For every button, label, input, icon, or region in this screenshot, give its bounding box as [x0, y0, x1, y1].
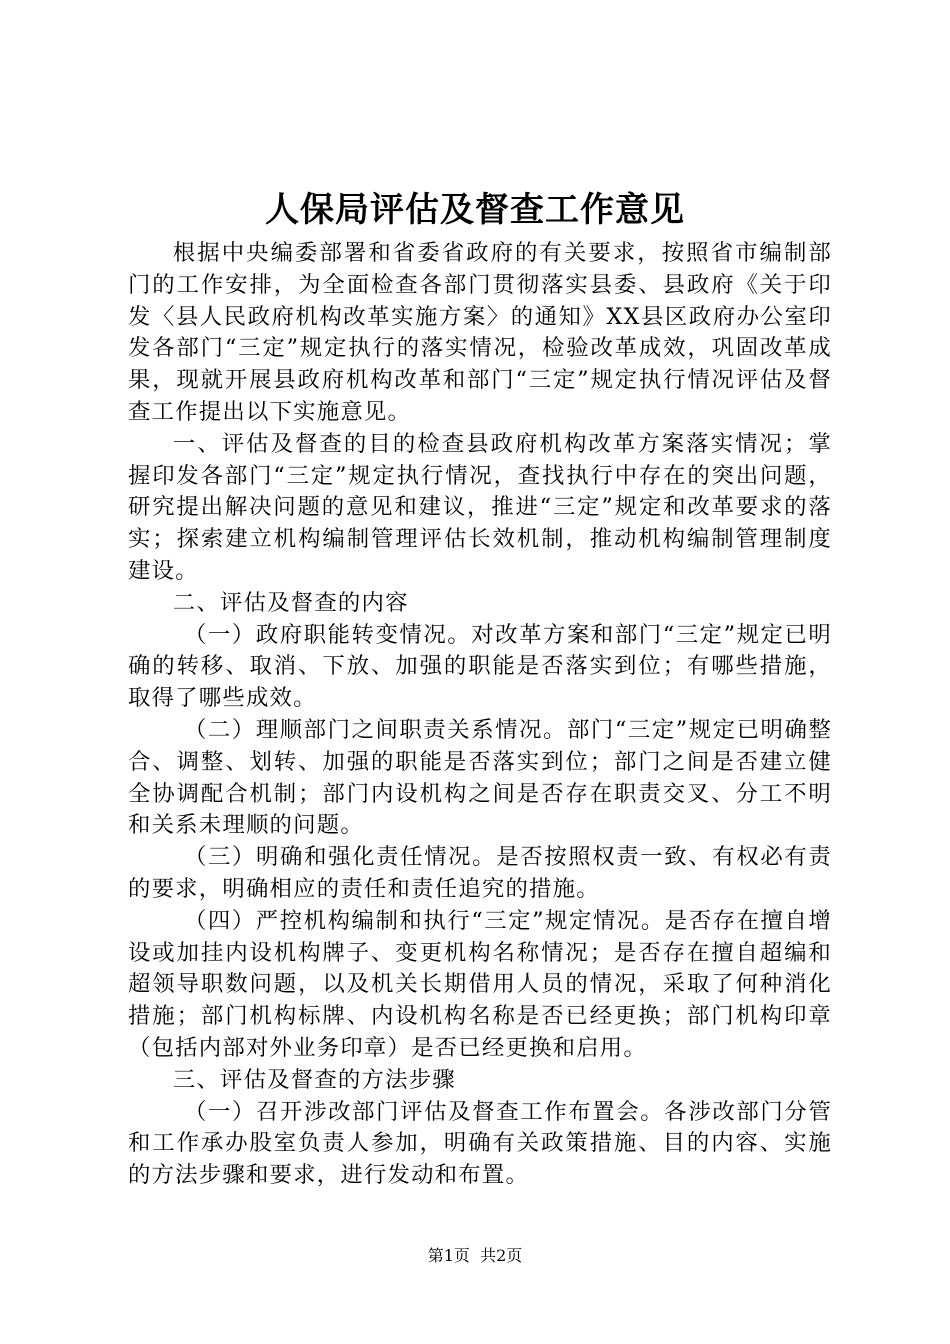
page-total: 共2页 — [480, 1246, 523, 1265]
section-1-paragraph: 一、评估及督查的目的检查县政府机构改革方案落实情况；掌握印发各部门“三定”规定执行情况，查找执行中存在的突出问题，研究提出解决问题的意见和建议，推进“三定”规定和改革要求的落实；探索建立机构编制管理评估长效机制，推动机构编制管理制度建设。 — [128, 430, 832, 584]
section-3-heading: 三、评估及督查的方法步骤 — [172, 1066, 456, 1093]
section-2-item-2: （二）理顺部门之间职责关系情况。部门“三定”规定已明确整合、调整、划转、加强的职能是否落实到位；部门之间是否建立健全协调配合机制；部门内设机构之间是否存在职责交叉、分工不明和关系未理顺的问题。 — [128, 716, 832, 839]
page-number: 第1页 — [427, 1246, 470, 1265]
section-2-item-3: （三）明确和强化责任情况。是否按照权责一致、有权必有责的要求，明确相应的责任和责任追究的措施。 — [128, 844, 832, 902]
page-footer — [0, 1246, 950, 1266]
section-2-item-1: （一）政府职能转变情况。对改革方案和部门“三定”规定已明确的转移、取消、下放、加强的职能是否落实到位；有哪些措施，取得了哪些成效。 — [128, 621, 832, 712]
document-body — [128, 238, 832, 1192]
document-title: 人保局评估及督查工作意见 — [265, 190, 685, 230]
section-3-item-1: （一）召开涉改部门评估及督查工作布置会。各涉改部门分管和工作承办股室负责人参加，明确有关政策措施、目的内容、实施的方法步骤和要求，进行发动和布置。 — [128, 1098, 832, 1189]
section-2-heading: 二、评估及督查的内容 — [172, 589, 409, 616]
intro-paragraph: 根据中央编委部署和省委省政府的有关要求，按照省市编制部门的工作安排，为全面检查各部门贯彻落实县委、县政府《关于印发〈县人民政府机构改革实施方案〉的通知》XX县区政府办公室印发各部门“三定”规定执行的落实情况，检验改革成效，巩固改革成果，现就开展县政府机构改革和部门“三定”规定执行情况评估及督查工作提出以下实施意见。 — [128, 240, 832, 425]
section-2-item-4: （四）严控机构编制和执行“三定”规定情况。是否存在擅自增设或加挂内设机构牌子、变更机构名称情况；是否存在擅自超编和超领导职数问题，以及机关长期借用人员的情况，采取了何种消化措施；部门机构标牌、内设机构名称是否已经更换；部门机构印章（包括内部对外业务印章）是否已经更换和启用。 — [128, 907, 832, 1061]
